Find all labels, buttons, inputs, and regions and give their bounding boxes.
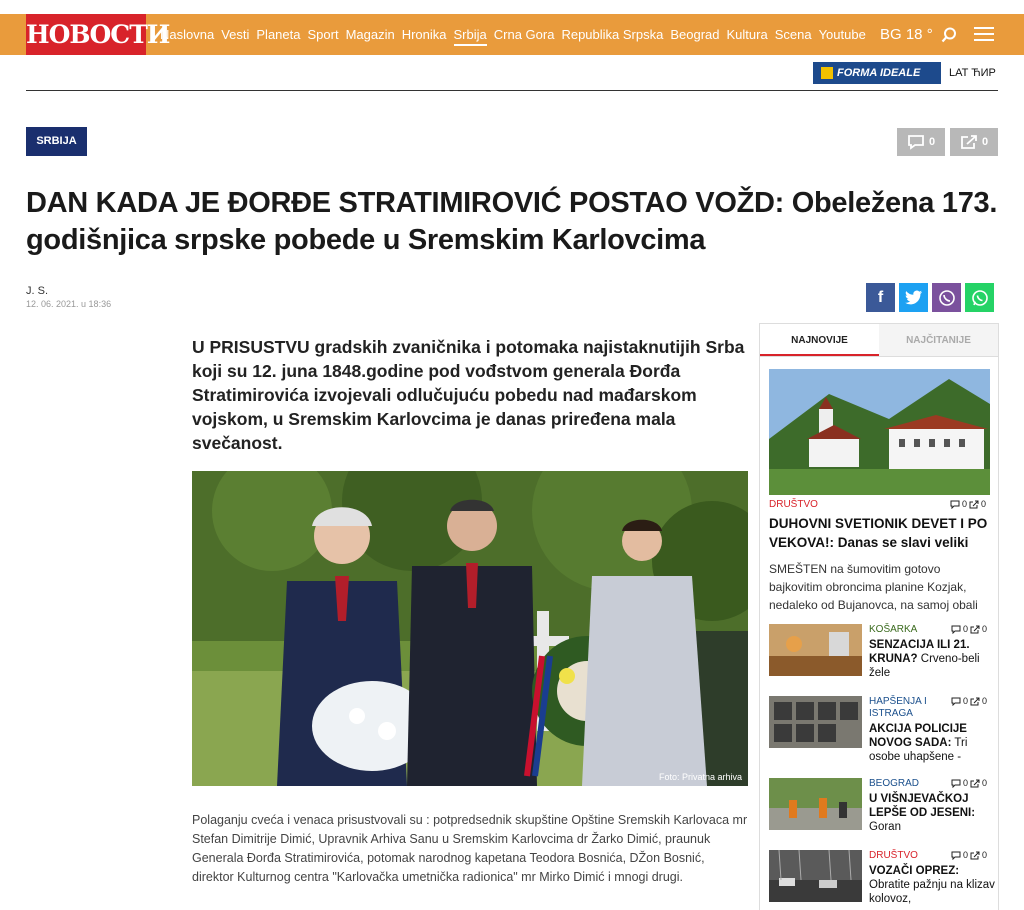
news-title[interactable]: AKCIJA POLICIJE NOVOG SADA: Tri osobe uhapšene - [869, 723, 968, 763]
featured-news-excerpt: SMEŠTEN na šumovitim gotovo bajkovitim obroncima planine Kozjak, nedaleko od Bujanovca, na samoj obali [769, 562, 978, 612]
nav-magazin[interactable]: Magazin [345, 27, 395, 42]
comment-icon [951, 851, 961, 860]
tab-najcitanije[interactable]: NAJČITANIJE [879, 324, 998, 356]
nav-planeta[interactable]: Planeta [256, 27, 301, 42]
nav-republika-srpska[interactable]: Republika Srpska [561, 27, 664, 42]
photo-credit: Foto: Privatna arhiva [658, 772, 742, 782]
nav-scena[interactable]: Scena [774, 27, 812, 42]
ceremony-photo-illustration [192, 471, 748, 786]
novosti-logo[interactable]: НОВОСТИ [26, 14, 146, 55]
news-thumbnail[interactable] [769, 624, 862, 676]
twitter-share-button[interactable] [899, 283, 928, 312]
facebook-share-button[interactable] [866, 283, 895, 312]
news-thumbnail[interactable] [769, 696, 862, 748]
weather-readout[interactable]: BG 18 ° [880, 26, 933, 43]
language-switch[interactable]: LAT ЋИР [949, 67, 996, 79]
sidebar-latest-news [759, 323, 999, 910]
nav-hronika[interactable]: Hronika [401, 27, 447, 42]
list-item[interactable] [769, 624, 994, 684]
category-badge[interactable]: SRBIJA [26, 127, 87, 156]
nav-crna-gora[interactable]: Crna Gora [493, 27, 555, 42]
twitter-icon [905, 290, 923, 305]
article-photo [192, 471, 748, 786]
news-title[interactable]: U VIŠNJEVAČKOJ LEPŠE OD JESENI: Goran [869, 793, 976, 833]
search-icon[interactable] [941, 27, 957, 43]
featured-news-image[interactable] [769, 369, 990, 495]
share-icon [970, 779, 980, 788]
news-title[interactable]: VOZAČI OPREZ: Obratite pažnju na klizav kolovoz, [869, 865, 995, 905]
forma-ideale-logo-icon [821, 67, 833, 79]
shares-counter[interactable]: 0 [950, 128, 998, 156]
hamburger-menu-icon[interactable] [974, 27, 994, 42]
comment-icon [907, 134, 925, 150]
news-thumbnail[interactable] [769, 778, 862, 830]
comments-counter[interactable]: 0 [897, 128, 945, 156]
share-icon [970, 625, 980, 634]
nav-beograd[interactable]: Beograd [670, 27, 720, 42]
news-category[interactable]: KOŠARKA [869, 624, 918, 635]
main-nav [160, 14, 873, 55]
nav-vesti[interactable]: Vesti [221, 27, 250, 42]
featured-category[interactable]: DRUŠTVO [769, 499, 818, 510]
news-category[interactable]: DRUŠTVO [869, 850, 918, 861]
article-body: Polaganju cveća i venaca prisustvovali su : potpredsednik skupštine Opštine Sremskih Karlovaca mr Stefan Dimitrije Dimić, Upravnik Arhiva Sanu u Sremskim Karlovcima dr Žarko Dimić, praunuk Generala Đorđa Stratimirovića, potomak narodnog kapetana Teodora Bosnića, DŽon Bosnić, direktor Kulturnog centra "Karlovačka umetnička radionica" mr Mirko Dimić i mnogi drugi. [192, 813, 748, 884]
facebook-icon: f [877, 288, 884, 306]
top-navigation-bar [0, 14, 1024, 55]
viber-icon [938, 289, 956, 307]
comment-icon [951, 625, 961, 634]
share-icon [970, 851, 980, 860]
news-counters: 0 0 [951, 778, 987, 788]
comment-icon [950, 500, 960, 509]
news-thumbnail[interactable] [769, 850, 862, 902]
social-share-buttons [866, 283, 994, 312]
list-item[interactable] [769, 850, 994, 910]
news-counters: 0 0 [951, 850, 987, 860]
monastery-illustration [769, 369, 990, 495]
list-item[interactable] [769, 696, 994, 763]
nav-sport[interactable]: Sport [307, 27, 339, 42]
article-author: J. S. [26, 285, 49, 297]
nav-srbija[interactable]: Srbija [454, 14, 487, 55]
article-lead: U PRISUSTVU gradskih zvaničnika i potomaka najistaknutijih Srba koji su 12. juna 1848.godine pod vođstvom generala Đorđa Stratimirovića izvojevali odlučujuću pobedu nad mađarskom vojskom, u Sremskim Karlovcima je danas priređena mala svečanost. [192, 337, 745, 453]
news-category[interactable]: HAPŠENJA I ISTRAGA [869, 696, 927, 719]
list-item[interactable] [769, 778, 994, 838]
comment-icon [951, 697, 961, 706]
news-counters: 0 0 [951, 624, 987, 634]
news-title[interactable]: SENZACIJA ILI 21. KRUNA? Crveno-beli žele [869, 639, 980, 679]
nav-naslovna[interactable]: Naslovna [160, 27, 215, 42]
sidebar-tabs [760, 324, 998, 357]
nav-kultura[interactable]: Kultura [726, 27, 768, 42]
forma-ideale-banner[interactable]: FORMA IDEALE [813, 62, 941, 84]
share-icon [970, 697, 980, 706]
header-divider [26, 90, 998, 91]
whatsapp-icon [971, 289, 989, 307]
whatsapp-share-button[interactable] [965, 283, 994, 312]
featured-news-title[interactable]: DUHOVNI SVETIONIK DEVET I PO VEKOVA!: Danas se slavi veliki [769, 516, 988, 550]
article-title: DAN KADA JE ĐORĐE STRATIMIROVIĆ POSTAO VOŽD: Obeležena 173. godišnjica srpske pobede u Sremskim Karlovcima [26, 187, 998, 256]
share-icon [969, 500, 979, 509]
viber-share-button[interactable] [932, 283, 961, 312]
nav-youtube[interactable]: Youtube [818, 27, 866, 42]
comment-icon [951, 779, 961, 788]
share-icon [960, 134, 978, 150]
featured-counters: 0 0 [950, 499, 986, 509]
news-category[interactable]: BEOGRAD [869, 778, 920, 789]
article-date: 12. 06. 2021. u 18:36 [26, 299, 112, 309]
tab-najnovije[interactable]: NAJNOVIJE [760, 324, 879, 356]
news-counters: 0 0 [951, 696, 987, 706]
